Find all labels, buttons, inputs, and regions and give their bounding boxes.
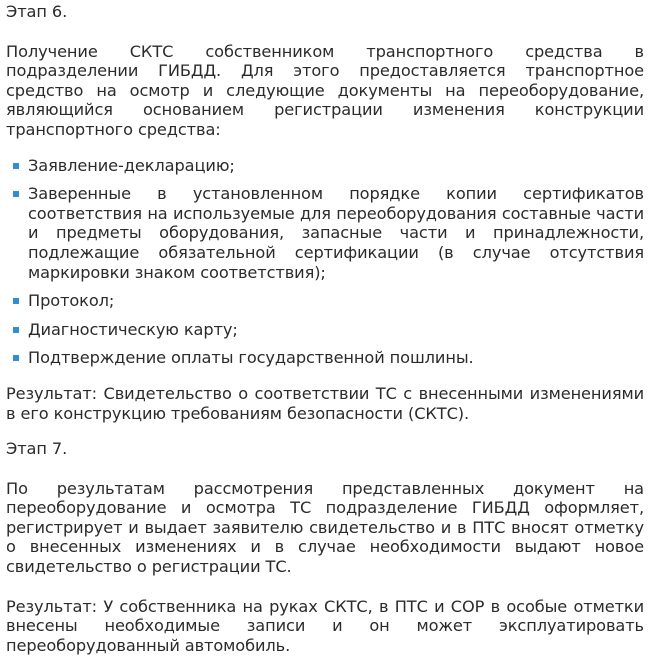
list-item: Протокол; [28, 291, 644, 311]
list-item: Диагностическую карту; [28, 320, 644, 340]
stage-6-intro: Получение СКТС собственником транспортного средства в подразделении ГИБДД. Для этого предоставляется транспортное средство на осмотр и следующие документы на переоборудование, являющийся основанием регистрации изменения конструкции транспортного средства: [6, 41, 644, 139]
list-item: Заверенные в установленном порядке копии сертификатов соответствия на используемые для переоборудования составные части и предметы оборудования, запасные части и принадлежности, подлежащие обязательной сертификации (в случае отсутствия маркировки знаком соответствия); [28, 184, 644, 282]
list-item: Заявление-декларацию; [28, 156, 644, 176]
stage-6-result: Результат: Свидетельство о соответствии ТС с внесенными изменениями в его конструкцию требованиям безопасности (СКТС). [6, 383, 644, 423]
stage-6-title: Этап 6. [6, 2, 68, 21]
required-documents-list [6, 156, 644, 368]
stage-7-text: По результатам рассмотрения представленных документ на переоборудование и осмотра ТС подразделение ГИБДД оформляет, регистрирует и выдает заявителю свидетельство и в ПТС вносят отметку о внесенных изменениях и в случае необходимости выдают новое свидетельство о регистрации ТС. [6, 478, 644, 577]
stage-7-result: Результат: У собственника на руках СКТС, в ПТС и СОР в особые отметки внесены необходимые записи и он может эксплуатировать переоборудованный автомобиль. [6, 596, 644, 655]
list-item: Подтверждение оплаты государственной пошлины. [28, 348, 644, 368]
stage-7-title: Этап 7. [6, 439, 68, 459]
